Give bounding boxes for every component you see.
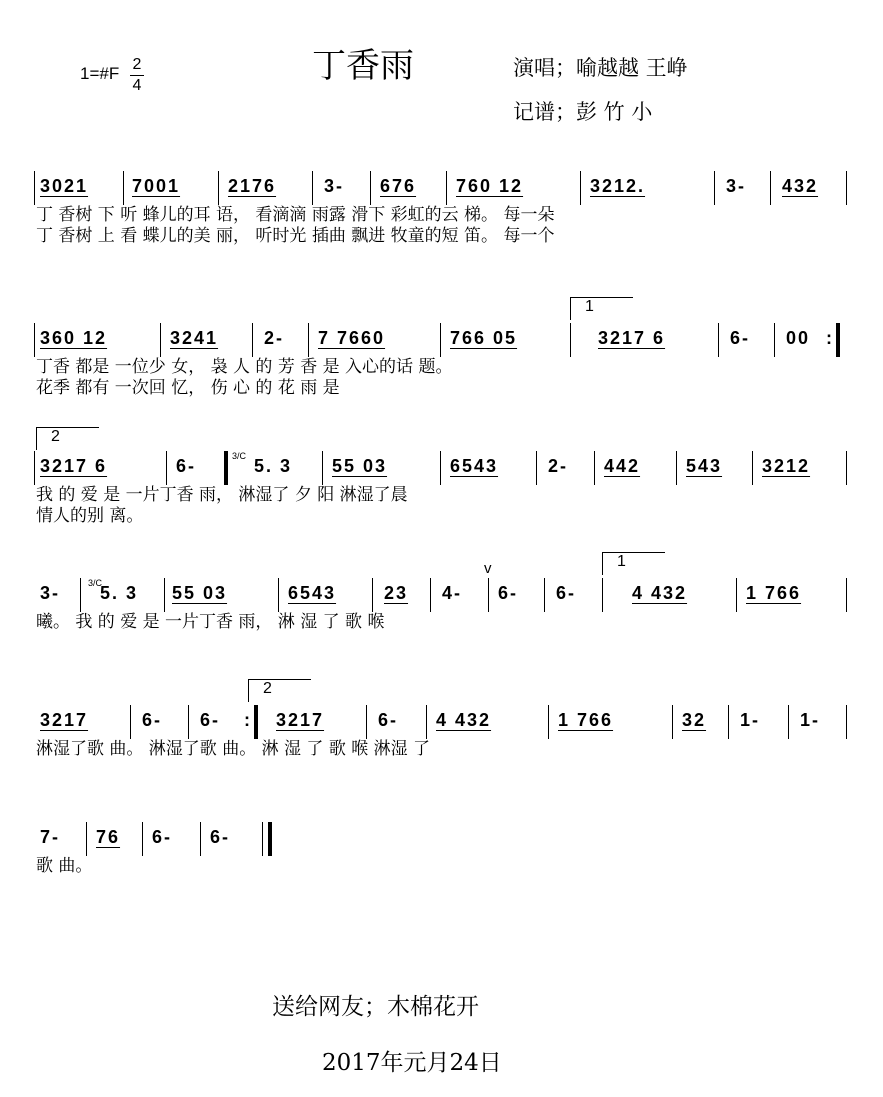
breath-mark: v bbox=[484, 560, 492, 577]
measure: 7- bbox=[40, 827, 61, 847]
measure: 6- bbox=[200, 710, 221, 730]
measure: 00 bbox=[786, 328, 811, 348]
barline bbox=[836, 323, 840, 357]
measure: 7001 bbox=[132, 176, 181, 196]
measure: 23 bbox=[384, 583, 409, 603]
barline bbox=[130, 705, 131, 739]
lyrics-verse-1: 曦。 我 的 爱 是 一片丁香 雨， 淋 湿 了 歌 喉 bbox=[36, 612, 385, 632]
volta-bracket: 1 bbox=[602, 552, 665, 575]
barline bbox=[80, 578, 81, 612]
volta-bracket: 1 bbox=[570, 297, 633, 320]
barline bbox=[426, 705, 427, 739]
measure: 6- bbox=[210, 827, 231, 847]
barline bbox=[200, 822, 201, 856]
barline bbox=[160, 323, 161, 357]
segno-mark: 3/C bbox=[232, 451, 247, 461]
barline bbox=[224, 451, 228, 485]
barline bbox=[430, 578, 431, 612]
measure: 1- bbox=[740, 710, 761, 730]
measure: 55 03 bbox=[172, 583, 228, 603]
segno-mark: 3/C bbox=[88, 578, 103, 588]
barline bbox=[268, 822, 272, 856]
measure: 3- bbox=[726, 176, 747, 196]
transcriber-credit: 记谱；彭 竹 小 bbox=[513, 100, 653, 124]
measure: 4 432 bbox=[436, 710, 492, 730]
dedication: 送给网友；木棉花开 bbox=[272, 994, 479, 1020]
barline bbox=[846, 705, 847, 739]
lyrics-verse-1: 歌 曲。 bbox=[36, 856, 93, 876]
barline bbox=[846, 171, 847, 205]
lyrics-verse-2: 丁 香树 上 看 蝶儿的美 丽， 听时光 插曲 飘进 牧童的短 笛。 每一个 bbox=[36, 226, 555, 246]
measure: 3- bbox=[40, 583, 61, 603]
measure: 2- bbox=[264, 328, 285, 348]
time-signature bbox=[130, 55, 144, 96]
measure: 32 bbox=[682, 710, 707, 730]
measure: 6- bbox=[556, 583, 577, 603]
time-signature-bottom: 4 bbox=[130, 75, 144, 96]
barline bbox=[728, 705, 729, 739]
measure: 766 05 bbox=[450, 328, 518, 348]
barline bbox=[322, 451, 323, 485]
lyrics-verse-1: 丁 香树 下 听 蜂儿的耳 语， 看滴滴 雨露 滑下 彩虹的云 梯。 每一朵 bbox=[36, 205, 555, 225]
measure: 3217 6 bbox=[598, 328, 666, 348]
barline bbox=[188, 705, 189, 739]
barline bbox=[718, 323, 719, 357]
barline bbox=[774, 323, 775, 357]
volta-bracket: 2 bbox=[248, 679, 311, 702]
barline bbox=[714, 171, 715, 205]
measure: 1 766 bbox=[558, 710, 614, 730]
measure: 676 bbox=[380, 176, 417, 196]
barline bbox=[602, 578, 603, 612]
lyrics-verse-1: 淋湿了歌 曲。 淋湿了歌 曲。 淋 湿 了 歌 喉 淋湿 了 bbox=[36, 739, 431, 759]
barline bbox=[34, 323, 35, 357]
barline bbox=[366, 705, 367, 739]
measure: 5. 3 bbox=[100, 583, 139, 603]
barline bbox=[166, 451, 167, 485]
measure: 2176 bbox=[228, 176, 277, 196]
barline bbox=[278, 578, 279, 612]
barline bbox=[544, 578, 545, 612]
barline bbox=[770, 171, 771, 205]
barline bbox=[142, 822, 143, 856]
measure: 6- bbox=[498, 583, 519, 603]
measure: 55 03 bbox=[332, 456, 388, 476]
measure: 76 bbox=[96, 827, 121, 847]
measure: 6- bbox=[378, 710, 399, 730]
measure: 4 432 bbox=[632, 583, 688, 603]
lyrics-verse-1: 丁香 都是 一位少 女， 袅 人 的 芳 香 是 入心的话 题。 bbox=[36, 357, 453, 377]
measure: 6- bbox=[152, 827, 173, 847]
measure: 2- bbox=[548, 456, 569, 476]
measure: 3212 bbox=[762, 456, 811, 476]
barline bbox=[308, 323, 309, 357]
date: 2017年元月24日 bbox=[322, 1050, 502, 1076]
time-signature-top: 2 bbox=[132, 56, 142, 73]
measure: 3217 6 bbox=[40, 456, 108, 476]
barline bbox=[440, 323, 441, 357]
barline bbox=[86, 822, 87, 856]
measure: 760 12 bbox=[456, 176, 524, 196]
measure: 432 bbox=[782, 176, 819, 196]
measure: 3217 bbox=[40, 710, 89, 730]
measure: 6- bbox=[142, 710, 163, 730]
key-signature: 1=#F bbox=[80, 64, 120, 83]
barline bbox=[580, 171, 581, 205]
barline bbox=[218, 171, 219, 205]
barline bbox=[736, 578, 737, 612]
barline bbox=[34, 171, 35, 205]
measure: 3241 bbox=[170, 328, 219, 348]
barline bbox=[446, 171, 447, 205]
barline bbox=[548, 705, 549, 739]
measure: 7 7660 bbox=[318, 328, 386, 348]
barline bbox=[370, 171, 371, 205]
measure: 4- bbox=[442, 583, 463, 603]
barline bbox=[788, 705, 789, 739]
measure: 3021 bbox=[40, 176, 89, 196]
performer-credit: 演唱；喻越越 王峥 bbox=[513, 56, 688, 80]
measure: 442 bbox=[604, 456, 641, 476]
measure: 3- bbox=[324, 176, 345, 196]
barline bbox=[594, 451, 595, 485]
barline bbox=[123, 171, 124, 205]
measure: 3217 bbox=[276, 710, 325, 730]
barline bbox=[252, 323, 253, 357]
measure: 3212. bbox=[590, 176, 646, 196]
lyrics-verse-1: 我 的 爱 是 一片丁香 雨， 淋湿了 夕 阳 淋湿了晨 bbox=[36, 485, 408, 505]
barline bbox=[440, 451, 441, 485]
barline bbox=[488, 578, 489, 612]
lyrics-verse-2: 情人的别 离。 bbox=[36, 506, 144, 526]
barline bbox=[752, 451, 753, 485]
barline bbox=[34, 451, 35, 485]
barline bbox=[846, 451, 847, 485]
measure: 5. 3 bbox=[254, 456, 293, 476]
barline bbox=[254, 705, 258, 739]
barline bbox=[372, 578, 373, 612]
barline bbox=[570, 323, 571, 357]
measure: 1- bbox=[800, 710, 821, 730]
measure: 6543 bbox=[450, 456, 499, 476]
barline bbox=[536, 451, 537, 485]
lyrics-verse-2: 花季 都有 一次回 忆， 伤 心 的 花 雨 是 bbox=[36, 378, 340, 398]
measure: 543 bbox=[686, 456, 723, 476]
measure: 6- bbox=[730, 328, 751, 348]
barline bbox=[164, 578, 165, 612]
measure: 6- bbox=[176, 456, 197, 476]
measure: 1 766 bbox=[746, 583, 802, 603]
barline bbox=[312, 171, 313, 205]
measure: 360 12 bbox=[40, 328, 108, 348]
volta-bracket: 2 bbox=[36, 427, 99, 450]
barline bbox=[676, 451, 677, 485]
barline bbox=[672, 705, 673, 739]
song-title: 丁香雨 bbox=[312, 46, 414, 86]
measure: 6543 bbox=[288, 583, 337, 603]
barline bbox=[262, 822, 263, 856]
barline bbox=[846, 578, 847, 612]
